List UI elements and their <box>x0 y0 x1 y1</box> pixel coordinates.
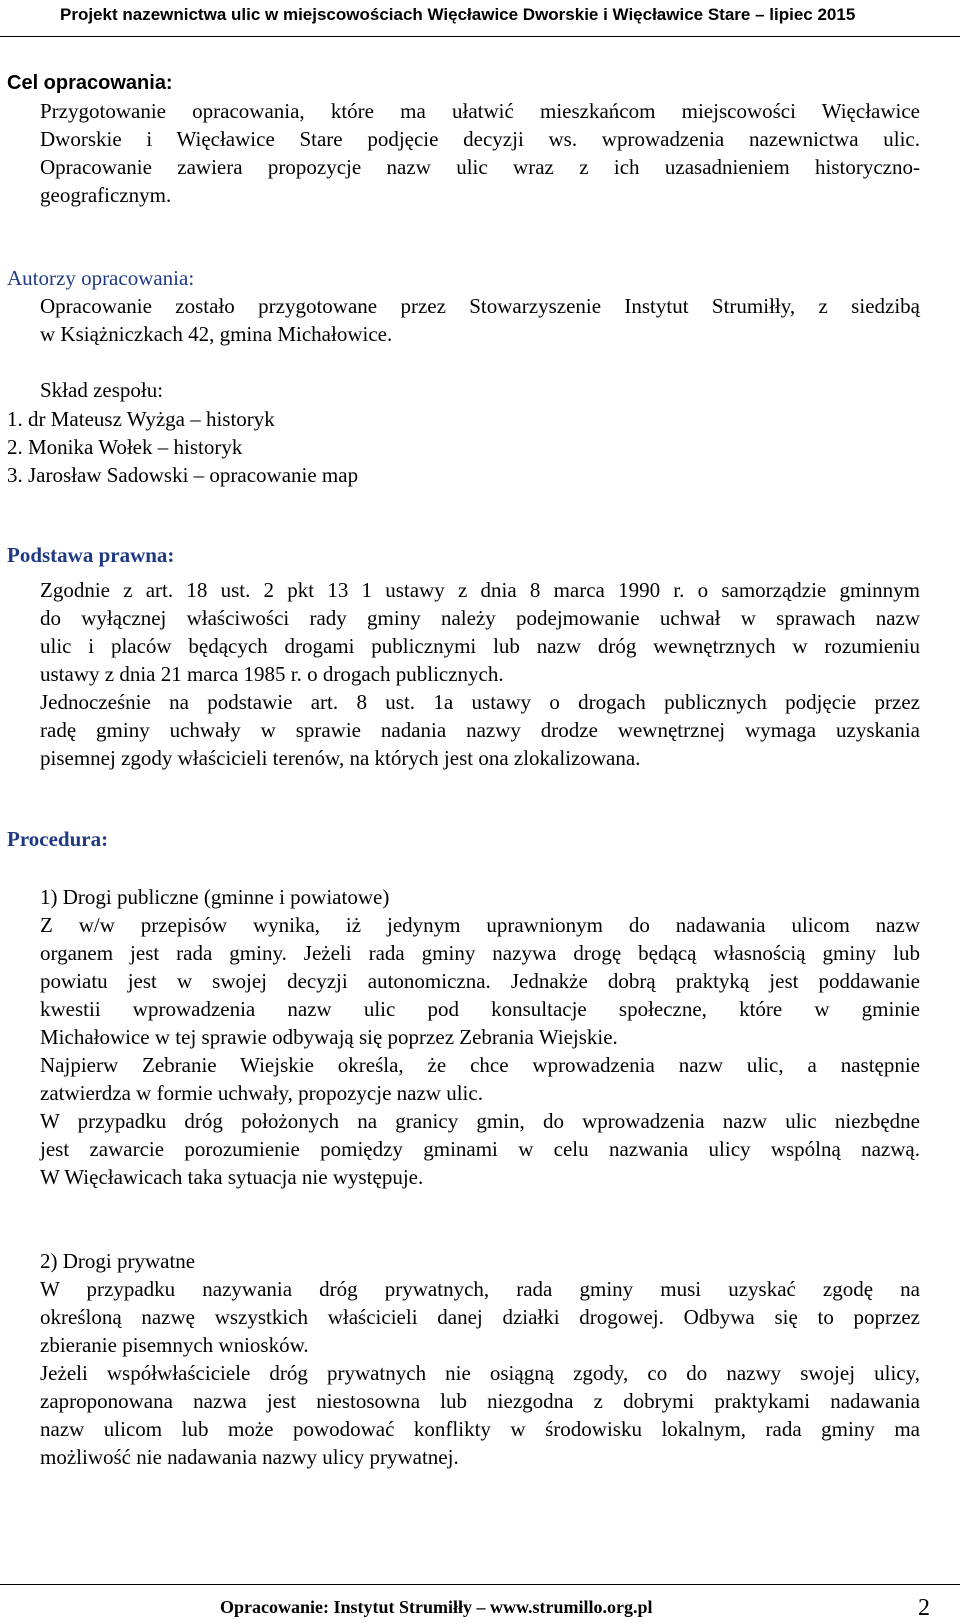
page-number: 2 <box>918 1595 930 1621</box>
text-line: Przygotowanie opracowania, które ma ułatwić mieszkańcom miejscowości Więcławice <box>40 99 920 123</box>
header-title: Projekt nazewnictwa ulic w miejscowościach Więcławice Dworskie i Więcławice Stare – lipiec 2015 <box>60 5 856 24</box>
text-line: zaproponowana nazwa jest niestosowna lub niezgodna z dobrymi praktykami nadawania <box>40 1389 920 1413</box>
list-item: 1. dr Mateusz Wyżga – historyk <box>7 407 275 431</box>
text-line: Michałowice w tej sprawie odbywają się poprzez Zebrania Wiejskie. <box>40 1025 618 1049</box>
section-body-procedura-1 <box>40 883 920 1191</box>
text-line: geograficznym. <box>40 183 172 207</box>
section-heading-podstawa: Podstawa prawna: <box>7 543 175 567</box>
page-header <box>0 0 960 37</box>
list-item: 2. Monika Wołek – historyk <box>7 435 243 459</box>
section-heading-procedura: Procedura: <box>7 827 109 851</box>
section-body-podstawa <box>40 576 920 772</box>
text-line: jest zawarcie porozumienie pomiędzy gminami w celu nazwania ulicy wspólną nazwą. <box>40 1137 920 1161</box>
text-line: ulic i placów będących drogami publicznymi lub nazw dróg wewnętrznych w rozumieniu <box>40 634 920 658</box>
section-body-cel <box>40 97 920 209</box>
section-heading-cel: Cel opracowania: <box>7 72 173 94</box>
text-line: W Więcławicach taka sytuacja nie występuje. <box>40 1165 424 1189</box>
list-item: 3. Jarosław Sadowski – opracowanie map <box>7 463 359 487</box>
text-line: Dworskie i Więcławice Stare podjęcie decyzji ws. wprowadzenia nazewnictwa ulic. <box>40 127 920 151</box>
text-line: Jednocześnie na podstawie art. 8 ust. 1a ustawy o drogach publicznych podjęcie przez <box>40 690 920 714</box>
text-line: Jeżeli współwłaściciele dróg prywatnych nie osiągną zgody, co do nazwy swojej ulicy, <box>40 1361 920 1385</box>
text-line: zatwierdza w formie uchwały, propozycje nazw ulic. <box>40 1081 483 1105</box>
footer-text: Opracowanie: Instytut Strumiłły – www.strumillo.org.pl <box>220 1597 653 1617</box>
section-body-autorzy <box>40 292 920 348</box>
text-line: do wyłącznej właściwości rady gminy należy podejmowanie uchwał w sprawach nazw <box>40 606 920 630</box>
subsection-title: 2) Drogi prywatne <box>40 1249 196 1273</box>
text-line: W przypadku nazywania dróg prywatnych, rada gminy musi uzyskać zgodę na <box>40 1277 920 1301</box>
text-line: organem jest rada gminy. Jeżeli rada gminy nazywa drogę będącą własnością gminy lub <box>40 941 920 965</box>
text-line: kwestii wprowadzenia nazw ulic pod konsultacje społeczne, które w gminie <box>40 997 920 1021</box>
text-line: W przypadku dróg położonych na granicy gmin, do wprowadzenia nazw ulic niezbędne <box>40 1109 920 1133</box>
text-line: w Książniczkach 42, gmina Michałowice. <box>40 322 393 346</box>
section-heading-autorzy: Autorzy opracowania: <box>7 266 195 290</box>
text-line: nazw ulicom lub może powodować konflikty w środowisku lokalnym, rada gminy ma <box>40 1417 920 1441</box>
text-line: pisemnej zgody właścicieli terenów, na których jest ona zlokalizowana. <box>40 746 641 770</box>
section-body-procedura-2 <box>40 1247 920 1471</box>
text-line: możliwość nie nadawania nazwy ulicy prywatnej. <box>40 1445 459 1469</box>
text-line: Najpierw Zebranie Wiejskie określa, że chce wprowadzenia nazw ulic, a następnie <box>40 1053 920 1077</box>
text-line: radę gminy uchwały w sprawie nadania nazwy drodze wewnętrznej wymaga uzyskania <box>40 718 920 742</box>
subsection-title: 1) Drogi publiczne (gminne i powiatowe) <box>40 885 390 909</box>
text-line: Zgodnie z art. 18 ust. 2 pkt 13 1 ustawy z dnia 8 marca 1990 r. o samorządzie gminnym <box>40 578 920 602</box>
text-line: ustawy z dnia 21 marca 1985 r. o drogach publicznych. <box>40 662 504 686</box>
text-line: Opracowanie zawiera propozycje nazw ulic wraz z ich uzasadnieniem historyczno- <box>40 155 920 179</box>
text-line: Z w/w przepisów wynika, iż jedynym uprawnionym do nadawania ulicom nazw <box>40 913 920 937</box>
team-list <box>7 405 358 489</box>
text-line: powiatu jest w swojej decyzji autonomiczna. Jednakże dobrą praktyką jest poddawanie <box>40 969 920 993</box>
text-line: Opracowanie zostało przygotowane przez Stowarzyszenie Instytut Strumiłły, z siedzibą <box>40 294 920 318</box>
text-line: określoną nazwę wszystkich właścicieli danej działki drogowej. Odbywa się to poprzez <box>40 1305 920 1329</box>
text-line: zbieranie pisemnych wniosków. <box>40 1333 309 1357</box>
team-label: Skład zespołu: <box>40 378 164 402</box>
page-footer <box>0 1584 960 1623</box>
